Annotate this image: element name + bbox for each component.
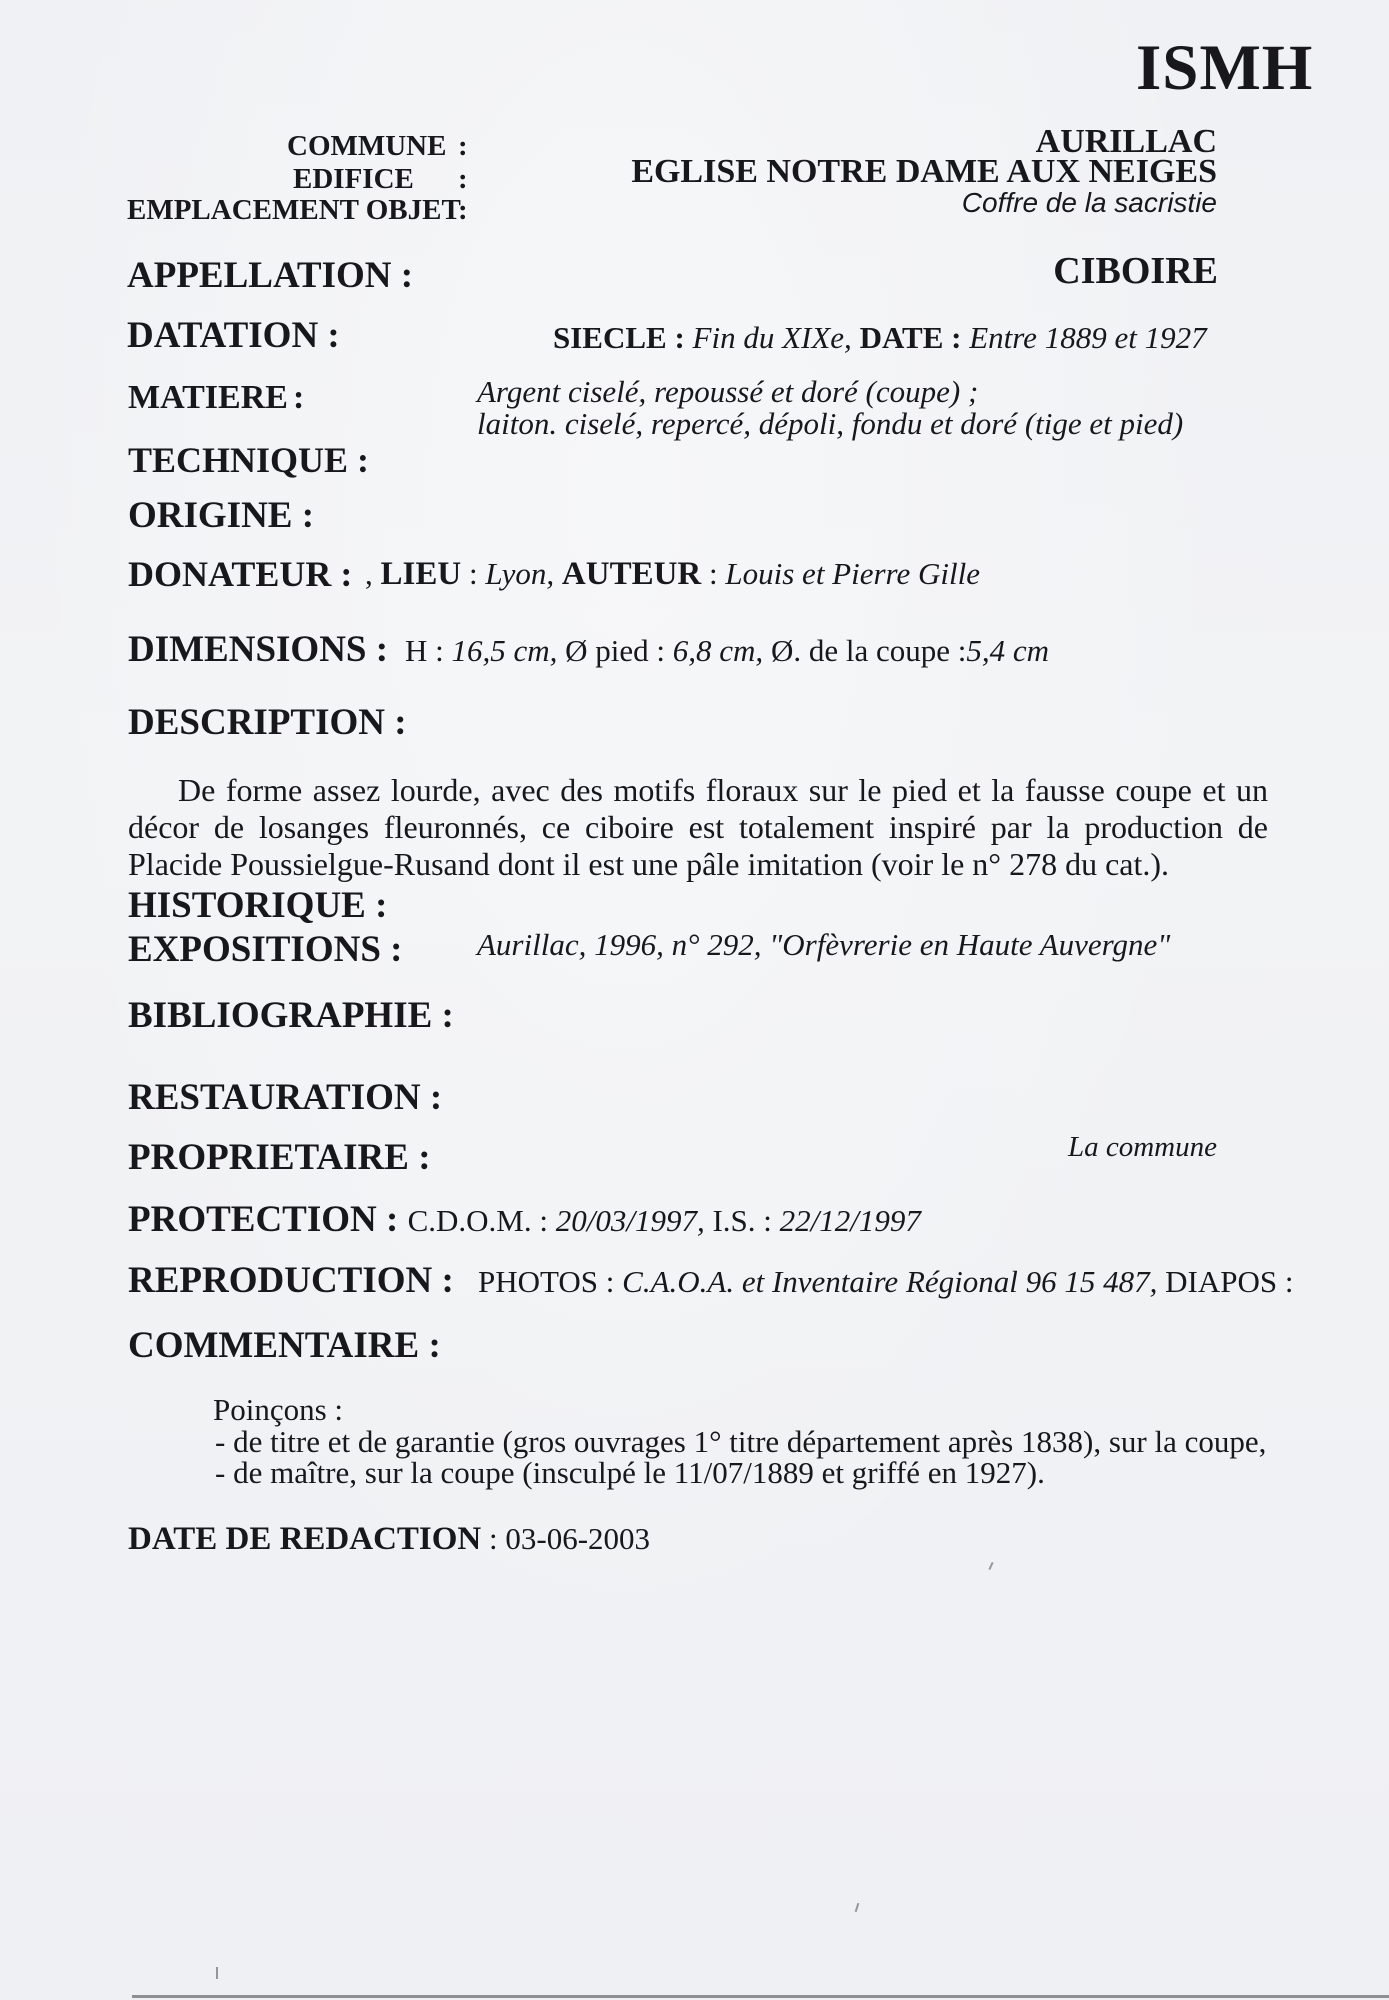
- reproduction-value: [478, 1265, 1293, 1298]
- protection-run3: I.S. :: [704, 1203, 780, 1238]
- lieu-sep: :: [461, 556, 486, 591]
- edifice-label: EDIFICE: [293, 163, 414, 195]
- expositions-value: Aurillac, 1996, n° 292, "Orfèvrerie en Haute Auvergne": [477, 927, 1171, 962]
- expositions-label: EXPOSITIONS :: [128, 929, 403, 970]
- repro-run1: PHOTOS :: [478, 1264, 623, 1299]
- commune-colon: :: [458, 130, 468, 162]
- repro-run3: DIAPOS :: [1157, 1264, 1294, 1299]
- commune-value: AURILLAC: [1035, 123, 1217, 160]
- donateur-space: [554, 556, 562, 591]
- matiere-value: [477, 376, 1183, 439]
- redaction-line: [128, 1522, 650, 1558]
- date-value: Entre 1889 et 1927: [969, 320, 1207, 355]
- dim-run4: 6,8 cm,: [672, 633, 764, 668]
- proprietaire-value: La commune: [1067, 1131, 1217, 1163]
- auteur-value: Louis et Pierre Gille: [725, 556, 980, 591]
- ismh-stamp: ISMH: [1136, 32, 1314, 104]
- matiere-line1: Argent ciselé, repoussé et doré (coupe) ;: [477, 374, 979, 409]
- redaction-value: : 03-06-2003: [481, 1521, 651, 1556]
- lieu-label: LIEU: [380, 556, 462, 592]
- historique-label: HISTORIQUE :: [128, 885, 388, 926]
- edifice-value: EGLISE NOTRE DAME AUX NEIGES: [631, 153, 1217, 190]
- bibliographie-label: BIBLIOGRAPHIE :: [128, 995, 454, 1036]
- scan-speck: [216, 1967, 218, 1979]
- dim-run1: H :: [405, 633, 452, 668]
- auteur-sep: :: [701, 556, 726, 591]
- origine-label: ORIGINE :: [128, 495, 315, 536]
- datation-label: DATATION :: [127, 315, 340, 356]
- matiere-label: MATIERE: [128, 379, 288, 416]
- repro-run2: C.A.O.A. et Inventaire Régional 96 15 487,: [622, 1264, 1158, 1299]
- emplacement-label: EMPLACEMENT OBJET: [127, 194, 461, 226]
- protection-line: [128, 1200, 921, 1240]
- appellation-value: CIBOIRE: [1053, 250, 1218, 292]
- matiere-colon: :: [293, 379, 305, 416]
- scan-speck: [988, 1562, 993, 1570]
- protection-label: PROTECTION :: [128, 1199, 408, 1240]
- scan-speck: [855, 1903, 860, 1912]
- emplacement-value: Coffre de la sacristie: [961, 187, 1217, 218]
- description-paragraph: De forme assez lourde, avec des motifs floraux sur le pied et la fausse coupe et un décor de losanges fleuronnés, ce ciboire est totalement inspiré par la production de Placide Poussielgue-Rusand dont il est une pâle imitation (voir le n° 278 du cat.).: [128, 772, 1268, 882]
- protection-run4: 22/12/1997: [779, 1203, 921, 1238]
- siecle-value: Fin du XIXe,: [692, 320, 860, 355]
- protection-run1: C.D.O.M. :: [407, 1203, 556, 1238]
- dimensions-value: [405, 634, 1049, 667]
- reproduction-label: REPRODUCTION :: [128, 1260, 454, 1301]
- auteur-label: AUTEUR: [561, 556, 702, 592]
- matiere-line2: laiton. ciselé, repercé, dépoli, fondu et doré (tige et pied): [477, 405, 1184, 441]
- protection-run2: 20/03/1997,: [555, 1203, 705, 1238]
- dimensions-label: DIMENSIONS :: [128, 629, 389, 670]
- restauration-label: RESTAURATION :: [128, 1077, 443, 1118]
- commentaire-line1: Poinçons :: [213, 1392, 344, 1427]
- commentaire-line2: - de titre et de garantie (gros ouvrages 1° titre département après 1838), sur la coupe,: [215, 1424, 1267, 1459]
- appellation-label: APPELLATION :: [127, 255, 414, 296]
- lieu-value: Lyon,: [485, 556, 555, 591]
- proprietaire-label: PROPRIETAIRE :: [128, 1137, 431, 1178]
- donateur-value: [365, 557, 980, 593]
- dim-run2: 16,5 cm,: [451, 633, 558, 668]
- dim-run6: 5,4 cm: [966, 633, 1049, 668]
- commentaire-label: COMMENTAIRE :: [128, 1325, 441, 1366]
- edifice-colon: :: [458, 163, 468, 195]
- siecle-label: SIECLE :: [553, 320, 693, 355]
- date-label: DATE :: [859, 320, 970, 355]
- datation-value: [553, 321, 1207, 354]
- commentaire-line3: - de maître, sur la coupe (insculpé le 11/07/1889 et griffé en 1927).: [215, 1455, 1045, 1490]
- dim-run5: Ø. de la coupe :: [763, 633, 967, 668]
- commune-label: COMMUNE: [287, 130, 447, 162]
- scan-edge-line: [132, 1995, 1389, 1998]
- dim-run3: Ø pied :: [557, 633, 673, 668]
- donateur-label: DONATEUR :: [128, 554, 353, 594]
- redaction-label: DATE DE REDACTION: [128, 1521, 482, 1557]
- technique-label: TECHNIQUE :: [128, 440, 370, 480]
- donateur-pre: ,: [365, 556, 381, 591]
- description-label: DESCRIPTION :: [128, 702, 407, 743]
- emplacement-colon: :: [458, 194, 468, 226]
